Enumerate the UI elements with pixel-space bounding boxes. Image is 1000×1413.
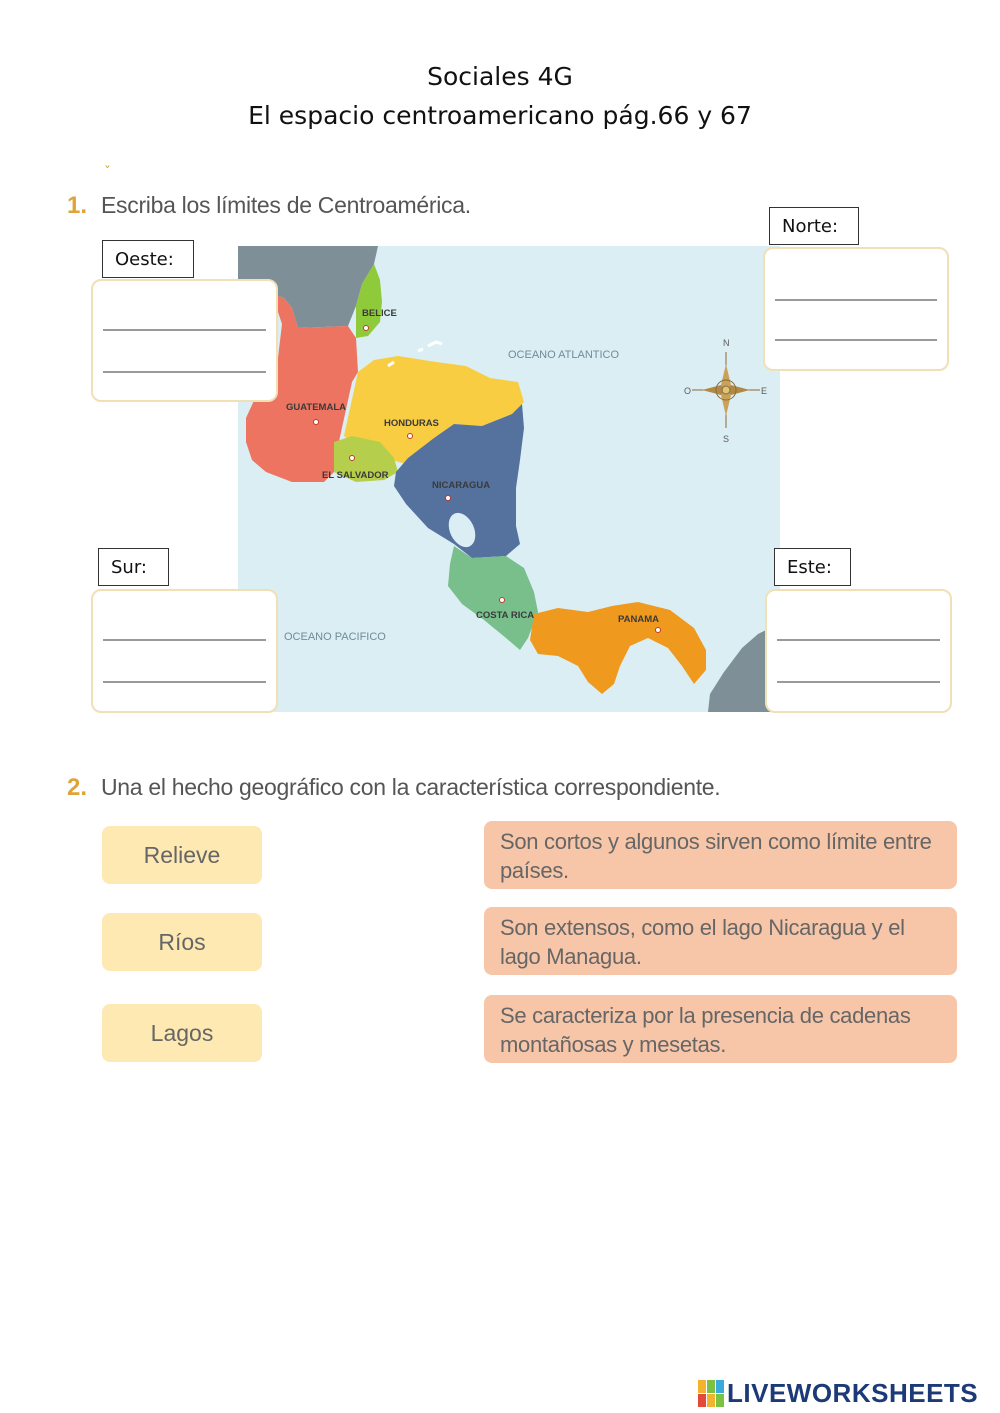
label-belice: BELICE (362, 308, 397, 319)
answer-line (777, 639, 940, 641)
answer-line (775, 299, 937, 301)
question2-number: 2. (67, 774, 88, 801)
worksheet-title: Sociales 4G (427, 62, 573, 91)
fact-card-lagos[interactable]: Lagos (102, 1004, 262, 1062)
compass-s: S (723, 434, 730, 444)
answer-line (103, 681, 266, 683)
compass-e: E (761, 386, 768, 396)
label-nicaragua: NICARAGUA (432, 480, 491, 491)
question1-text: Escriba los límites de Centroamérica. (101, 192, 471, 218)
description-card-3[interactable]: Se caracteriza por la presencia de cadenas montañosas y mesetas. (484, 995, 957, 1063)
answer-box-west[interactable] (91, 279, 278, 402)
answer-line (103, 329, 266, 331)
capital-dot-belice (364, 326, 369, 331)
label-ocean-atlantic: OCEANO ATLANTICO (508, 349, 620, 361)
label-honduras: HONDURAS (384, 418, 439, 429)
brand-name: LIVEWORKSHEETS (727, 1378, 979, 1408)
liveworksheets-logo (698, 1378, 978, 1409)
compass-n: N (723, 338, 730, 348)
answer-line (103, 371, 266, 373)
answer-line (103, 639, 266, 641)
label-panama: PANAMA (618, 614, 659, 625)
answer-line (777, 681, 940, 683)
fact-card-rios[interactable]: Ríos (102, 913, 262, 971)
label-guatemala: GUATEMALA (286, 402, 346, 413)
capital-dot-el-salvador (350, 456, 355, 461)
answer-line (775, 339, 937, 341)
answer-box-south[interactable] (91, 589, 278, 713)
question2-text: Una el hecho geográfico con la característica correspondiente. (101, 774, 721, 800)
answer-box-north[interactable] (763, 247, 949, 371)
worksheet-subtitle: El espacio centroamericano pág.66 y 67 (248, 101, 752, 130)
fact-card-relieve[interactable]: Relieve (102, 826, 262, 884)
label-south: Sur: (98, 548, 169, 586)
capital-dot-honduras (408, 434, 413, 439)
tick-mark: ˇ (104, 165, 111, 181)
label-north: Norte: (769, 207, 859, 245)
label-east: Este: (774, 548, 851, 586)
label-west: Oeste: (102, 240, 194, 278)
question1-number: 1. (67, 192, 88, 219)
description-card-1[interactable]: Son cortos y algunos sirven como límite entre países. (484, 821, 957, 889)
liveworksheets-logo-icon (698, 1380, 724, 1407)
compass-o: O (684, 386, 692, 396)
label-ocean-pacific: OCEANO PACIFICO (284, 631, 386, 643)
label-el-salvador: EL SALVADOR (322, 470, 389, 481)
answer-box-east[interactable] (765, 589, 952, 713)
capital-dot-costa-rica (500, 598, 505, 603)
capital-dot-panama (656, 628, 661, 633)
capital-dot-guatemala (314, 420, 319, 425)
central-america-map (238, 246, 780, 712)
description-card-2[interactable]: Son extensos, como el lago Nicaragua y el lago Managua. (484, 907, 957, 975)
label-costa-rica: COSTA RICA (476, 610, 535, 621)
capital-dot-nicaragua (446, 496, 451, 501)
